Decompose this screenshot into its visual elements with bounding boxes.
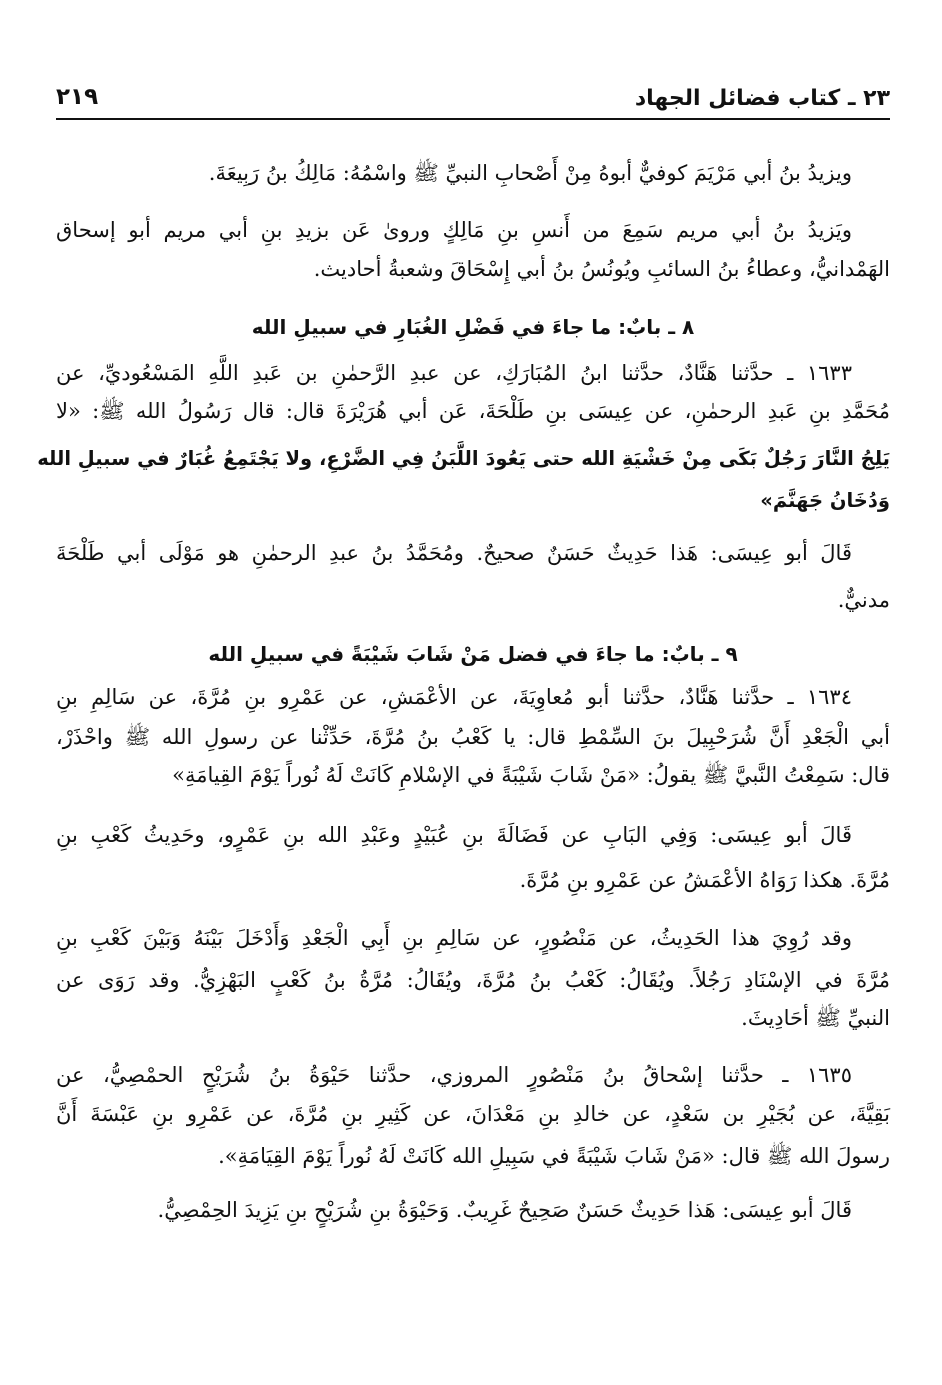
text-line: الهَمْدانيُّ، وعطاءُ بنُ السائبِ ويُونُسُ بنُ أبي إِسْحَاقَ وشعبةُ أحاديث. bbox=[313, 257, 890, 281]
text-line: ويزيدُ بنُ أبي مَرْيَمَ كوفيٌّ أبوهُ مِنْ أَصْحابِ النبيِّ ﷺ واسْمُهُ: مَالِكُ بنُ رَبِيعَةَ. bbox=[208, 161, 852, 185]
commentary-line: مُرَّةَ. هكذا رَوَاهُ الأعْمَشُ عن عَمْرِو بنِ مُرَّةَ. bbox=[519, 868, 890, 892]
running-header bbox=[56, 78, 890, 120]
hadith-line: مُحَمَّدِ بنِ عَبدِ الرحمٰنِ، عن عِيسَى بنِ طَلْحَةَ، عَن أبي هُرَيْرَةَ قال: قال رَسُولُ الله ﷺ: «لا bbox=[56, 399, 890, 423]
commentary-line: النبيِّ ﷺ أحَادِيثَ. bbox=[741, 1006, 890, 1030]
chapter-title: ٢٣ ـ كتاب فضائل الجهاد bbox=[634, 86, 890, 111]
hadith-line: رسولَ الله ﷺ قال: «مَنْ شَابَ شَيْبَةً في سَبِيلِ الله كَانَتْ لَهُ نُوراً يَوْمَ القِيَامَةِ». bbox=[218, 1144, 890, 1168]
commentary-line: مدنيٌّ. bbox=[837, 588, 890, 612]
hadith-line: أبي الْجَعْدِ أَنَّ شُرَحْبِيلَ بنَ السِّمْطِ قال: يا كَعْبُ بنُ مُرَّةَ، حَدِّثْنا عن رسولِ الله ﷺ واحْذَرْ، bbox=[56, 725, 890, 749]
chapter-heading-8: ٨ ـ بابٌ: ما جاءَ في فَضْلِ الغُبَارِ في سبيلِ الله bbox=[251, 315, 695, 339]
hadith-line: وَدُخَانُ جَهَنَّمَ» bbox=[760, 489, 890, 512]
hadith-line: قال: سَمِعْتُ النَّبيَّ ﷺ يقولُ: «مَنْ شَابَ شَيْبَةً في الإسْلامِ كَانَتْ لَهُ نُوراً يَوْمَ القِيامَةِ» bbox=[172, 763, 890, 787]
hadith-line: ١٦٣٤ ـ حدَّثنا هَنَّادٌ، حدَّثنا أبو مُعاوِيَةَ، عن الأعْمَشِ، عن عَمْرِو بنِ مُرَّةَ، عن سَالِمِ بنِ bbox=[56, 685, 852, 709]
commentary-line: وقد رُوِيَ هذا الحَدِيثُ، عن مَنْصُورٍ، عن سَالِمِ بنِ أَبِي الْجَعْدِ وَأَدْخَلَ بَيْنَهُ وَبَيْنَ كَعْبِ بنِ bbox=[56, 926, 852, 950]
hadith-line: ١٦٣٣ ـ حدَّثنا هَنَّادٌ، حدَّثنا ابنُ المُبَارَكِ، عن عبدِ الرَّحمٰنِ بن عَبدِ اللَّهِ المَسْعُوديِّ، عن bbox=[56, 361, 852, 385]
chapter-heading-9: ٩ ـ بابٌ: ما جاءَ في فضل مَنْ شَابَ شَيْبَةً في سبيلِ الله bbox=[208, 642, 738, 666]
page-number: ٢١٩ bbox=[56, 84, 99, 110]
text-line: ويَزيدُ بنُ أبي مريم سَمِعَ من أَنسِ بنِ مَالِكٍ وروىٰ عَن بزيدِ بنِ أبي مريم أبو إسحاق bbox=[56, 218, 852, 242]
hadith-line: يَلِجُ النَّارَ رَجُلٌ بَكَى مِنْ خَشْيَةِ الله حتى يَعُودَ اللَّبَنُ فِي الضَّرْعِ، ولا يَجْتَمِعُ غُبَارٌ في سبيلِ الله bbox=[37, 447, 890, 470]
commentary-line: قَالَ أبو عِيسَى: هَذا حَدِيثٌ حَسَنٌ صحيحٌ. ومُحَمَّدُ بنُ عبدِ الرحمٰنِ هو مَوْلَى أبي طَلْحَةَ bbox=[56, 541, 852, 565]
commentary-line: مُرَّةَ في الإسْنَادِ رَجُلاً. ويُقَالُ: كَعْبُ بنُ مُرَّةَ، ويُقَالُ: مُرَّةُ بنُ كَعْبٍ البَهْزِيُّ. وقد رَوَى عن bbox=[56, 968, 890, 992]
commentary-line: قَالَ أبو عِيسَى: وَفِي البَابِ عن فَضَالَةَ بنِ عُبَيْدٍ وعَبْدِ الله بنِ عَمْرٍو، وحَدِيثُ كَعْبِ بنِ bbox=[56, 823, 852, 847]
hadith-line: ١٦٣٥ ـ حدَّثنا إسْحاقُ بنُ مَنْصُورٍ المروزي، حدَّثنا حَيْوَةُ بنُ شُرَيْحٍ الحمْصِيُّ، عن bbox=[56, 1063, 852, 1087]
commentary-line: قَالَ أبو عِيسَى: هَذا حَدِيثٌ حَسَنٌ صَحِيحٌ غَرِيبٌ. وَحَيْوَةُ بنِ شُرَيْحٍ بنِ يَزِيدَ الحِمْصِيُّ. bbox=[157, 1198, 852, 1222]
hadith-line: بَقِيَّةَ، عن بُجَيْرِ بن سَعْدٍ، عن خالدِ بنِ مَعْدَانَ، عن كَثِيرِ بنِ مُرَّةَ، عن عَمْرِو بنِ عَبْسَةَ أَنَّ bbox=[56, 1102, 890, 1126]
